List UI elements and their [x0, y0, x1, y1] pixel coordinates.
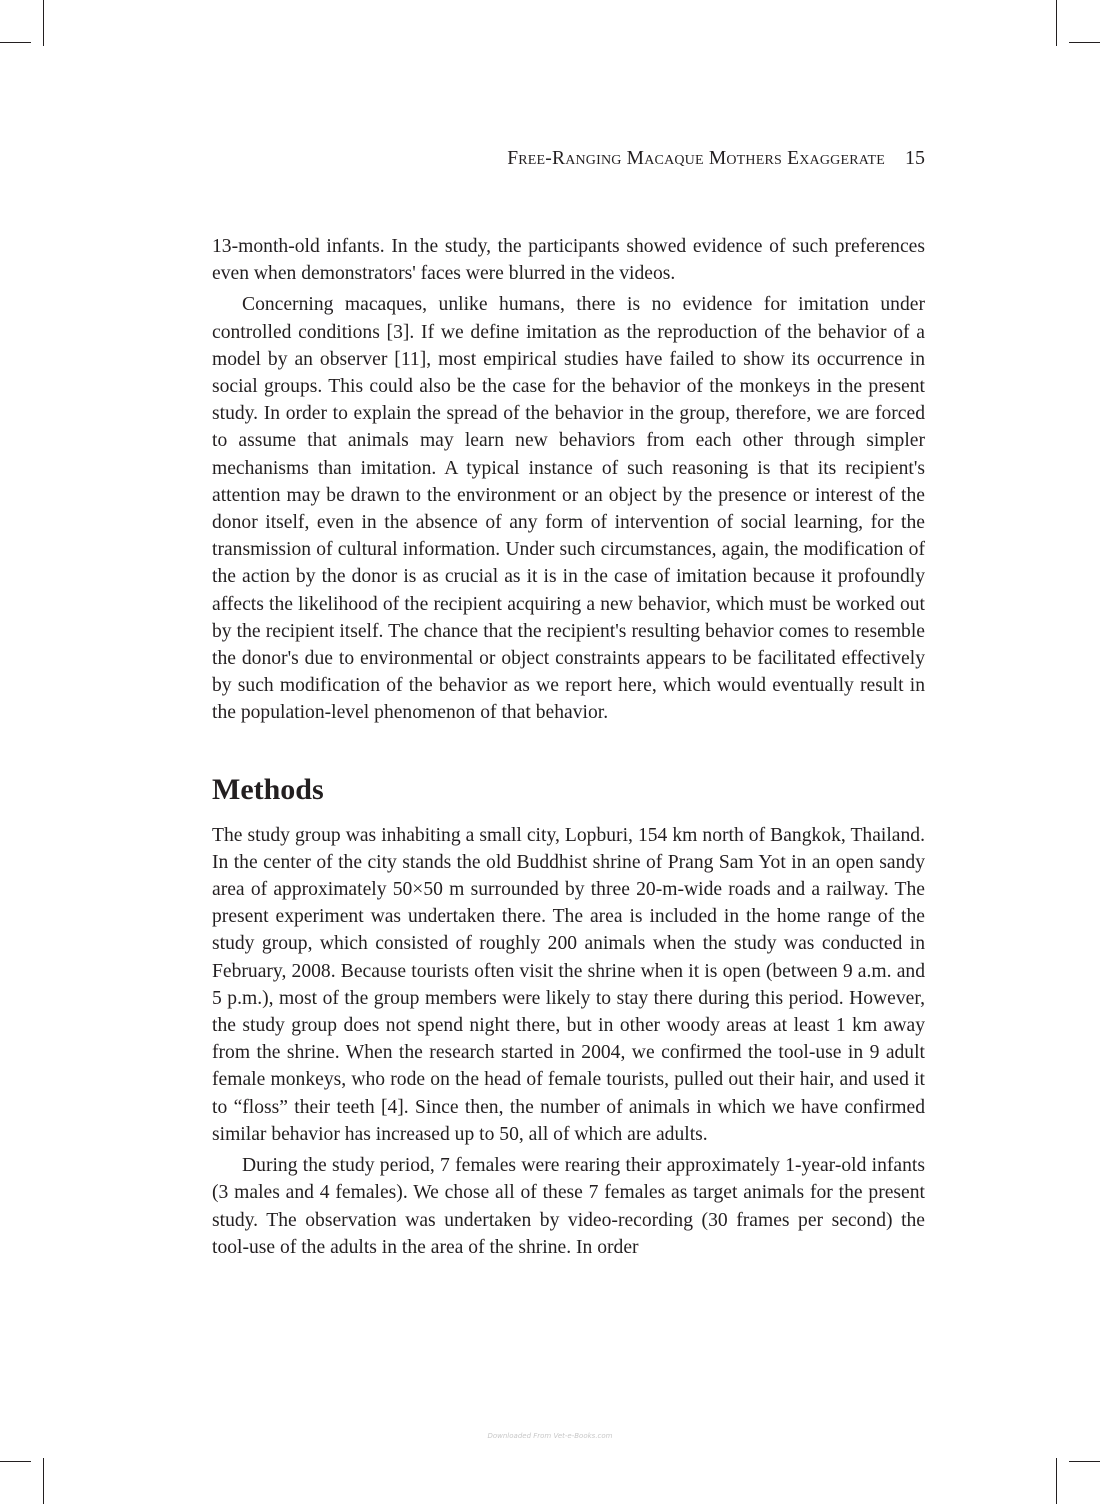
- methods-paragraph: During the study period, 7 females were rearing their approximately 1-year-old infants (3 males and 4 females). We chose all of these 7 females as target animals for the present study. The observation was undertaken by video-recording (30 frames per second) the tool-use of the adults in the area of the shrine. In order: [212, 1155, 925, 1258]
- crop-mark-bottom-right-v: [1056, 1458, 1057, 1504]
- crop-mark-bottom-left-h: [0, 1461, 31, 1462]
- body-paragraph: 13-month-old infants. In the study, the participants showed evidence of such preferences even when demonstrators' faces were blurred in the videos.: [212, 236, 925, 285]
- crop-mark-top-left-h: [0, 42, 31, 43]
- section-heading-methods: Methods: [212, 772, 324, 806]
- methods-paragraph: The study group was inhabiting a small city, Lopburi, 154 km north of Bangkok, Thailand. In the center of the city stands the old Buddhist shrine of Prang Sam Yot in an open sandy area of approximately 50×50 m surrounded by three 20-m-wide roads and a railway. The present experiment was undertaken there. The area is included in the home range of the study group, which consisted of roughly 200 animals when the study was conducted in February, 2008. Because tourists often visit the shrine when it is open (between 9 a.m. and 5 p.m.), most of the group members were likely to stay there during this period. However, the study group does not spend night there, but in other woody areas at least 1 km away from the shrine. When the research started in 2004, we confirmed the tool-use in 9 adult female monkeys, who rode on the head of female tourists, pulled out their hair, and used it to “floss” their teeth [4]. Since then, the number of animals in which we have confirmed similar behavior has increased up to 50, all of which are adults.: [212, 824, 925, 1145]
- crop-mark-top-right-v: [1056, 0, 1057, 46]
- running-title: Free-Ranging Macaque Mothers Exaggerate: [507, 148, 885, 169]
- download-watermark: Downloaded From Vet-e-Books.com: [487, 1432, 613, 1440]
- text-block: [212, 233, 925, 1261]
- crop-mark-top-right-h: [1069, 42, 1100, 43]
- body-paragraph: Concerning macaques, unlike humans, there is no evidence for imitation under controlled conditions [3]. If we define imitation as the reproduction of the behavior of a model by an observer [11], most empirical studies have failed to show its occurrence in social groups. This could also be the case for the behavior of the monkeys in the present study. In order to explain the spread of the behavior in the group, therefore, we are forced to assume that animals may learn new behaviors from each other through simpler mechanisms than imitation. A typical instance of such reasoning is that its recipient's attention may be drawn to the environment or an object by the presence or interest of the donor itself, even in the absence of any form of intervention of social learning, for the transmission of cultural information. Under such circumstances, again, the modification of the action by the donor is as crucial as it is in the case of imitation because it profoundly affects the likelihood of the recipient acquiring a new behavior, which must be worked out by the recipient itself. The chance that the recipient's resulting behavior comes to resemble the donor's due to environmental or object constraints appears to be facilitated effectively by such modification of the behavior as we report here, which would eventually result in the population-level phenomenon of that behavior.: [212, 294, 925, 724]
- crop-mark-bottom-right-h: [1069, 1461, 1100, 1462]
- running-header: [212, 144, 925, 173]
- crop-mark-top-left-v: [43, 0, 44, 46]
- page-number: 15: [905, 147, 925, 169]
- crop-mark-bottom-left-v: [43, 1458, 44, 1504]
